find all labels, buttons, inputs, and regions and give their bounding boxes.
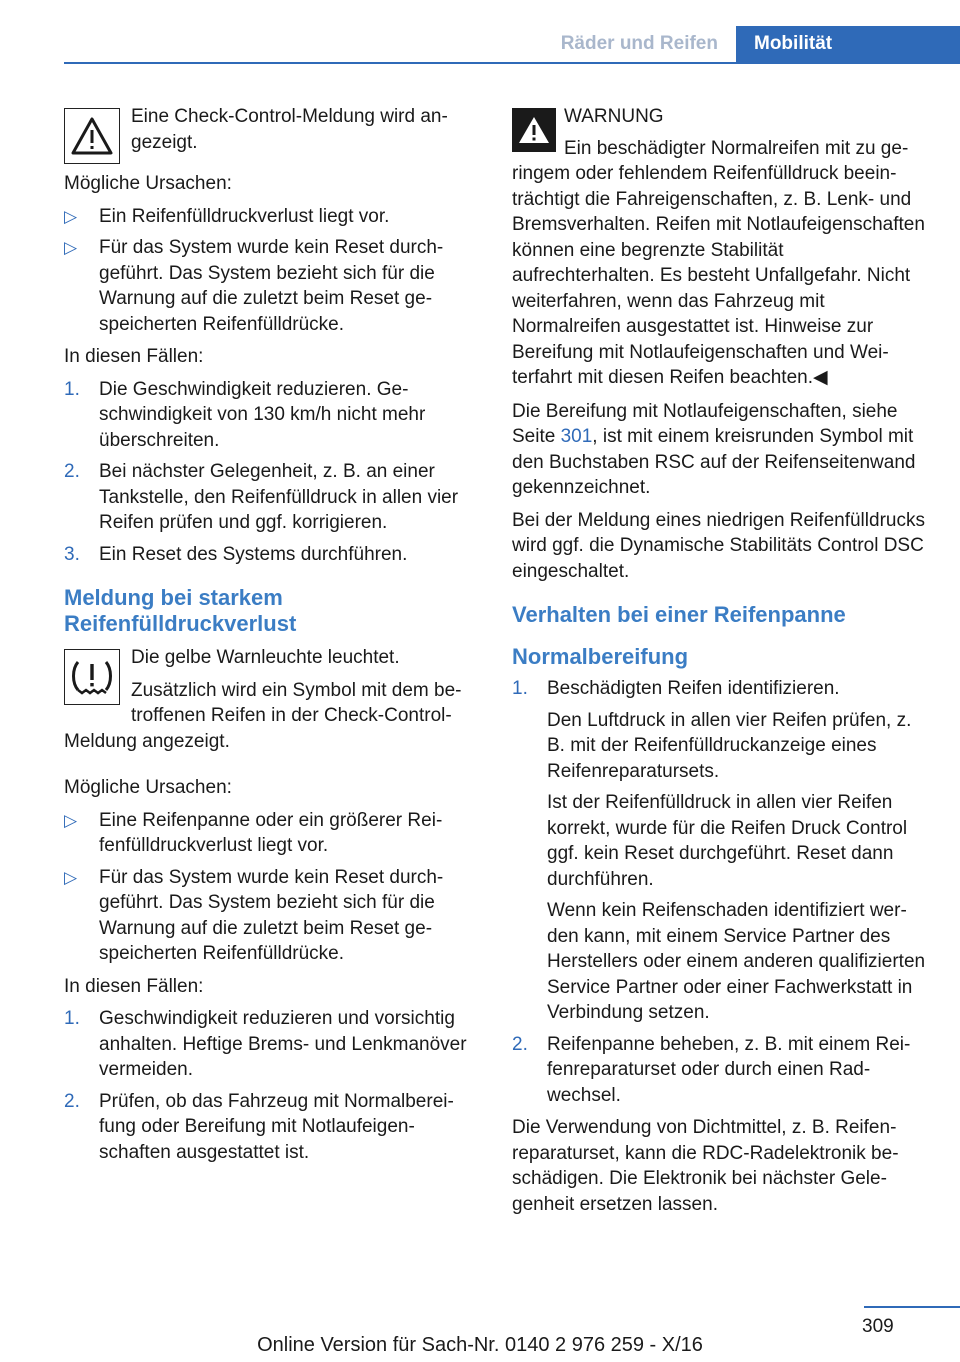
symbol-text: Zusätzlich wird ein Symbol mit dem betroffenen Reifen in der Check-Control-Meldung angezeigt. [64,679,462,752]
footer-rule [864,1306,960,1308]
list-item: 2. Bei nächster Gelegenheit, z. B. an einer Tankstelle, den Reifenfülldruck in allen vier Reifen prüfen und ggf. korrigieren. [64,461,459,533]
list-item: ▷ Eine Reifenpanne oder ein größerer Reifenfülldruckverlust liegt vor. [64,809,443,856]
check-control-message: Eine Check-Control-Meldung wird angezeigt. [131,106,448,153]
steps-list-1 [64,377,478,568]
list-item: 1. Geschwindigkeit reduzieren und vorsichtig anhalten. Heftige Brems- und Lenkmanöver vermeiden. [64,1008,467,1080]
list-item: 3. Ein Reset des Systems durchführen. [64,543,408,565]
rsc-paragraph: Die Bereifung mit Notlaufeigenschaften, siehe Seite 301, ist mit einem kreisrunden Symbol mit den Buchstaben RSC auf der Reifenseitenwand gekennzeichnet. [512,400,916,498]
list-item: ▷ Für das System wurde kein Reset durchgeführt. Das System bezieht sich für die Warnung auf die zuletzt beim Reset gespeicherten Reifenfülldrücke. [64,866,444,964]
footer-version: Online Version für Sach-Nr. 0140 2 976 259 - X/16 [257,1334,703,1356]
list-item: 2. Reifenpanne beheben, z. B. mit einem Reifenreparaturset oder durch einen Radwechsel. [512,1033,911,1106]
causes-label-2: Mögliche Ursachen: [64,777,232,798]
tire-pressure-warning-icon [64,649,120,705]
triangle-bullet-icon: ▷ [64,810,78,830]
page-number: 309 [862,1316,894,1337]
warning-lamp-block [64,645,478,761]
right-column [512,104,930,1224]
list-item: 1. Die Geschwindigkeit reduzieren. Geschwindigkeit von 130 km/h nicht mehr überschreiten. [64,378,426,451]
warning-triangle-icon [64,108,120,164]
subheading-normal-tires: Normalbereifung [512,644,689,669]
list-item: 1. Beschädigten Reifen identifizieren. Den Luftdruck in allen vier Reifen prüfen, z. B. mit der Reifenfülldruckanzeige eines Reifenreparatursets. Ist der Reifenfülldruck in allen vier Reifen korrekt, wurde für die Reifen Druck Control ggf. kein Reset durchgeführt. Reset dann durchführen. Wenn kein Reifenschaden identifiziert werden kann, mit einem Service Partner des Herstellers oder einem anderen qualifizierten Service Partner oder einer Fachwerkstatt in Verbindung setzen. [512,676,930,1026]
triangle-bullet-icon: ▷ [64,206,78,226]
causes-list-2 [64,808,478,967]
steps-list-2 [64,1006,478,1165]
dsc-paragraph: Bei der Meldung eines niedrigen Reifenfülldrucks wird ggf. die Dynamische Stabilitäts Control DSC eingeschaltet. [512,509,925,582]
warning-triangle-icon [512,108,556,152]
header-chapter-tab: Mobilität [736,26,960,62]
step-note: Ist der Reifenfülldruck in allen vier Reifen korrekt, wurde für die Reifen Druck Control ggf. kein Reset durchgeführt. Reset dann durchführen. [547,792,908,890]
left-column [64,104,478,1172]
warning-text: Ein beschädigter Normalreifen mit zu geringem oder fehlendem Reifenfülldruck beeinträchtigt die Fahreigenschaften, z. B. Lenk- und Bremsverhalten. Reifen mit Notlaufeigenschaften können eine begrenzte Stabilität aufrechterhalten. Es besteht Unfallgefahr. Nicht weiterfahren, wenn das Fahrzeug mit Normalreifen ausgestattet ist. Hinweise zur Bereifung mit Notlaufeigenschaften und Weiterfahrt mit diesen Reifen beachten.◀ [512,137,925,388]
cases-label-1: In diesen Fällen: [64,346,204,367]
causes-label-1: Mögliche Ursachen: [64,173,232,194]
header-section-tab: Räder und Reifen [543,26,736,62]
step-note: Den Luftdruck in allen vier Reifen prüfen, z. B. mit der Reifenfülldruckanzeige eines Reifenreparatursets. [547,709,912,782]
list-item: ▷ Für das System wurde kein Reset durchgeführt. Das System bezieht sich für die Warnung auf die zuletzt beim Reset gespeicherten Reifenfülldrücke. [64,237,444,335]
sealant-paragraph: Die Verwendung von Dichtmittel, z. B. Reifenreparaturset, kann die RDC-Radelektronik beschädigen. Die Elektronik bei nächster Gelegenheit ersetzen lassen. [512,1117,899,1215]
list-item: 2. Prüfen, ob das Fahrzeug mit Normalbereifung oder Bereifung mit Notlaufeigenschaften ausgestattet ist. [64,1090,454,1163]
triangle-bullet-icon: ▷ [64,238,78,257]
page-link-301[interactable]: 301 [560,426,593,447]
check-control-block [64,104,478,164]
step-note: Wenn kein Reifenschaden identifiziert werden kann, mit einem Service Partner des Herstellers oder einem anderen qualifizierten Service Partner oder einer Fachwerkstatt in Verbindung setzen. [547,900,926,1023]
list-item: ▷ Ein Reifenfülldruckverlust liegt vor. [64,204,478,230]
cases-label-2: In diesen Fällen: [64,975,204,997]
causes-list-1 [64,204,478,338]
warning-lamp-text: Die gelbe Warnleuchte leuchtet. [131,647,400,668]
header-rule [64,62,960,64]
section-heading-pressure-loss: Meldung bei starkem Reifenfülldruckverlust [64,585,297,636]
warning-block [512,104,930,391]
warning-label: WARNUNG [564,106,664,127]
triangle-bullet-icon: ▷ [64,867,78,887]
damage-steps-list [512,676,930,1108]
section-heading-tire-damage: Verhalten bei einer Reifenpanne [512,602,846,627]
